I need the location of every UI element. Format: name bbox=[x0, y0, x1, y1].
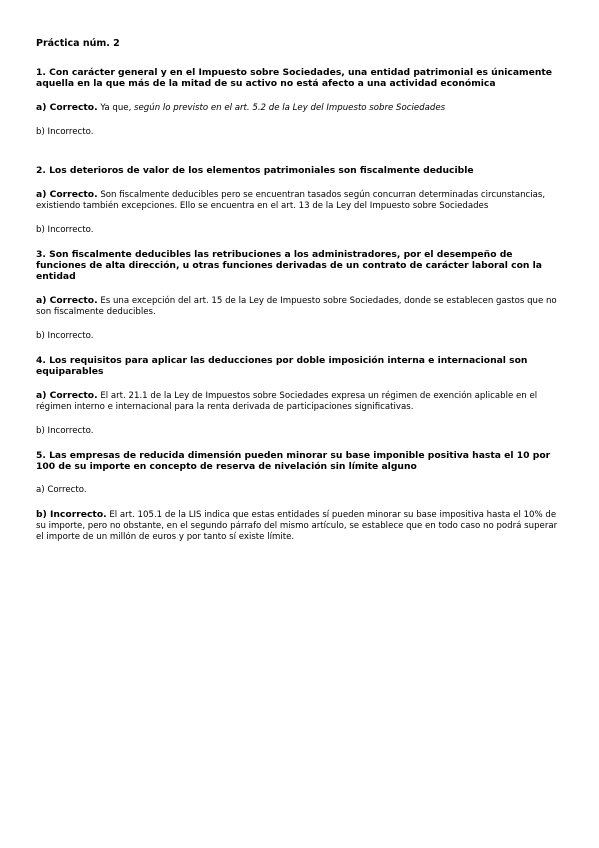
page-title: Práctica núm. 2 bbox=[36, 38, 120, 49]
answer-1a-text: Ya que, bbox=[97, 103, 135, 113]
question-2: 2. Los deterioros de valor de los elementos patrimoniales son fiscalmente deducible bbox=[36, 165, 474, 176]
answer-2b: b) Incorrecto. bbox=[36, 225, 94, 235]
answer-1b: b) Incorrecto. bbox=[36, 127, 94, 137]
answer-3a-lead: a) Correcto. bbox=[36, 295, 98, 306]
question-5: 5. Las empresas de reducida dimensión pueden minorar su base imponible positiva hasta el 10 por 100 de su importe en concepto de reserva de nivelación sin límite alguno bbox=[36, 450, 551, 472]
question-block-3 bbox=[36, 249, 562, 342]
answer-5a: a) Correcto. bbox=[36, 485, 87, 495]
question-3: 3. Son fiscalmente deducibles las retribuciones a los administradores, por el desempeño de funciones de alta dirección, u otras funciones derivadas de un contrato de carácter laboral con la entidad bbox=[36, 249, 542, 282]
answer-2a bbox=[36, 189, 562, 212]
document-page bbox=[36, 38, 562, 556]
question-block-1 bbox=[36, 67, 562, 165]
answer-3a bbox=[36, 295, 562, 318]
answer-1a bbox=[36, 102, 562, 114]
answer-5b-lead: b) Incorrecto. bbox=[36, 509, 107, 520]
answer-4b: b) Incorrecto. bbox=[36, 426, 94, 436]
answer-1a-italic: según lo previsto en el art. 5.2 de la Ley del Impuesto sobre Sociedades bbox=[134, 103, 446, 113]
answer-4a-lead: a) Correcto. bbox=[36, 390, 98, 401]
answer-2a-text: Son fiscalmente deducibles pero se encuentran tasados según concurran determinadas circunstancias, existiendo también excepciones. Ello se encuentra en el art. 13 de la Ley del Impuesto sobre Sociedades bbox=[36, 190, 546, 211]
question-1: 1. Con carácter general y en el Impuesto sobre Sociedades, una entidad patrimonial es únicamente aquella en la que más de la mitad de su activo no está afecto a una actividad económica bbox=[36, 67, 553, 89]
answer-3a-text: Es una excepción del art. 15 de la Ley de Impuesto sobre Sociedades, donde se establecen gastos que no son fiscalmente deducibles. bbox=[36, 296, 557, 317]
answer-1a-lead: a) Correcto. bbox=[36, 102, 98, 113]
answer-5b bbox=[36, 509, 562, 543]
question-block-4 bbox=[36, 355, 562, 437]
answer-4a-text: El art. 21.1 de la Ley de Impuestos sobre Sociedades expresa un régimen de exención aplicable en el régimen interno e internacional para la renta derivada de participaciones significativas. bbox=[36, 391, 538, 412]
answer-4a bbox=[36, 390, 562, 413]
question-4: 4. Los requisitos para aplicar las deducciones por doble imposición interna e internacional son equiparables bbox=[36, 355, 528, 377]
answer-5b-text: El art. 105.1 de la LIS indica que estas entidades sí pueden minorar su base impositiva hasta el 10% de su importe, pero no obstante, en el segundo párrafo del mismo artículo, se establece que en todo caso no podrá superar el importe de un millón de euros y por tanto sí existe límite. bbox=[36, 510, 558, 542]
answer-3b: b) Incorrecto. bbox=[36, 331, 94, 341]
question-block-2 bbox=[36, 165, 562, 236]
answer-2a-lead: a) Correcto. bbox=[36, 189, 98, 200]
question-block-5 bbox=[36, 450, 562, 543]
